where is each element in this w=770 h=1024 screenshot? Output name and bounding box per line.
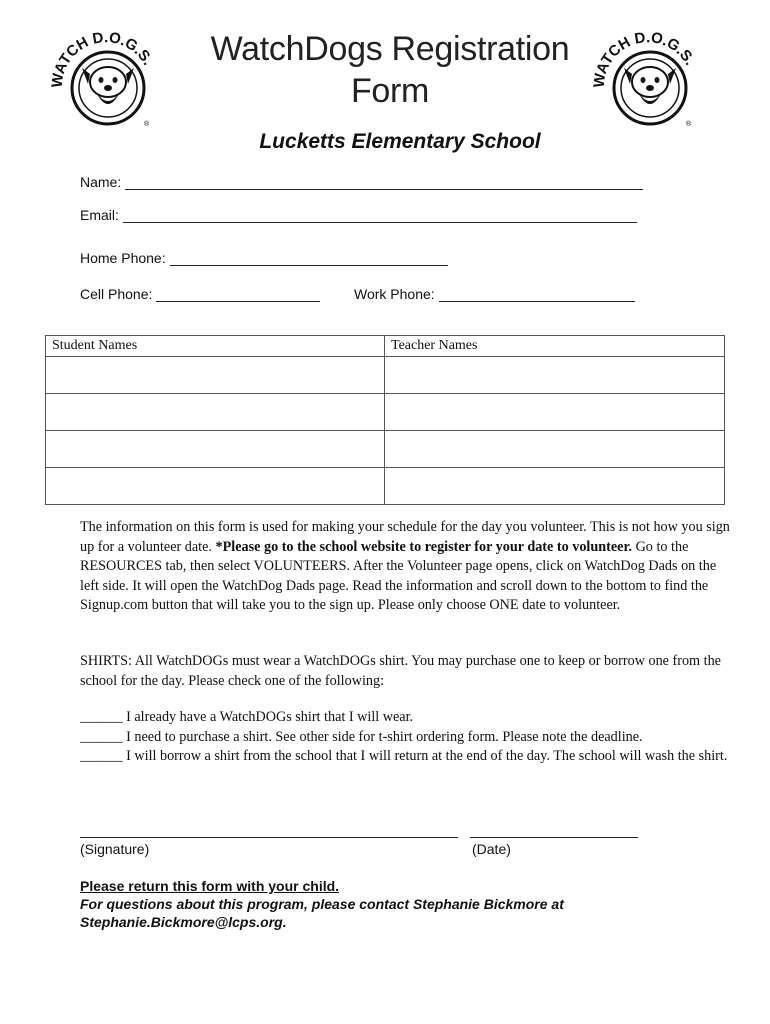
table-row xyxy=(46,357,725,394)
table-header-row xyxy=(46,336,725,357)
contact-email: Stephanie.Bickmore@lcps.org. xyxy=(80,914,287,930)
teacher-name-cell[interactable] xyxy=(385,468,725,505)
dog-mascot-icon-right xyxy=(590,28,702,128)
form-title-line1: WatchDogs Registration xyxy=(210,30,570,68)
teacher-names-header: Teacher Names xyxy=(385,336,725,357)
signature-label: (Signature) xyxy=(80,841,150,857)
teacher-name-cell[interactable] xyxy=(385,394,725,431)
home-phone-line[interactable] xyxy=(170,250,448,266)
student-name-cell[interactable] xyxy=(46,468,385,505)
logo-right-title: WATCH D.O.G.S. xyxy=(590,29,699,89)
student-name-cell[interactable] xyxy=(46,357,385,394)
home-phone-field[interactable] xyxy=(80,246,448,266)
name-line[interactable] xyxy=(125,174,643,190)
teacher-name-cell[interactable] xyxy=(385,431,725,468)
info-text-a: The information on this form is used for making your schedule for the day you volunteer. This is not how you sign up for a volunteer date. xyxy=(80,519,730,555)
work-phone-label: Work Phone: xyxy=(354,286,435,302)
shirt-option-purchase[interactable]: ______ I need to purchase a shirt. See other side for t-shirt ordering form. Please note the deadline. xyxy=(80,728,643,745)
student-teacher-table xyxy=(45,335,725,505)
email-line[interactable] xyxy=(123,207,637,223)
home-phone-label: Home Phone: xyxy=(80,250,166,266)
info-paragraph xyxy=(80,518,730,616)
dog-mascot-icon xyxy=(48,28,160,128)
table-row xyxy=(46,431,725,468)
cell-phone-label: Cell Phone: xyxy=(80,286,153,302)
logo-left-title: WATCH D.O.G.S. xyxy=(48,29,157,89)
shirt-option-have[interactable]: ______ I already have a WatchDOGs shirt that I will wear. xyxy=(80,709,414,725)
signature-line[interactable] xyxy=(80,836,458,838)
school-name: Lucketts Elementary School xyxy=(259,130,541,153)
return-note: Please return this form with your child. xyxy=(80,878,340,894)
date-line[interactable] xyxy=(470,836,638,838)
table-row xyxy=(46,394,725,431)
shirts-paragraph: SHIRTS: All WatchDOGs must wear a WatchDOGs shirt. You may purchase one to keep or borrow one from the school for the day. Please check one of the following: xyxy=(80,653,721,689)
student-names-header: Student Names xyxy=(46,336,385,357)
form-title xyxy=(200,28,580,112)
name-field[interactable] xyxy=(80,170,643,190)
email-field[interactable] xyxy=(80,203,637,223)
watchdogs-logo-left xyxy=(48,28,160,128)
logo-right-registered: ® xyxy=(686,121,692,128)
shirt-option-borrow[interactable]: ______ I will borrow a shirt from the school that I will return at the end of the day. The school will wash the shirt. xyxy=(80,748,728,764)
cell-phone-field[interactable] xyxy=(80,282,320,302)
watchdogs-logo-right xyxy=(590,28,702,128)
form-title-line2: Form xyxy=(350,72,430,110)
cell-phone-line[interactable] xyxy=(156,286,320,302)
info-text-b: Go to the RESOURCES tab, then select VOLUNTEERS. After the Volunteer page opens, click on WatchDog Dads on the left side. It will open the WatchDog Dads page. Read the information and scroll down to the bottom to find the Signup.com button that will take you to the sign up. Please only choose ONE date to volunteer. xyxy=(80,538,717,613)
shirt-options xyxy=(80,708,730,767)
logo-left-registered: ® xyxy=(144,121,150,128)
email-label: Email: xyxy=(80,207,119,223)
student-name-cell[interactable] xyxy=(46,431,385,468)
work-phone-line[interactable] xyxy=(439,286,635,302)
contact-note xyxy=(80,895,564,931)
contact-line-1: For questions about this program, please contact Stephanie Bickmore at xyxy=(80,896,564,912)
name-label: Name: xyxy=(80,174,122,190)
table-row xyxy=(46,468,725,505)
date-label: (Date) xyxy=(472,841,511,857)
work-phone-field[interactable] xyxy=(354,282,635,302)
student-name-cell[interactable] xyxy=(46,394,385,431)
info-text-bold: *Please go to the school website to register for your date to volunteer. xyxy=(215,538,633,555)
teacher-name-cell[interactable] xyxy=(385,357,725,394)
